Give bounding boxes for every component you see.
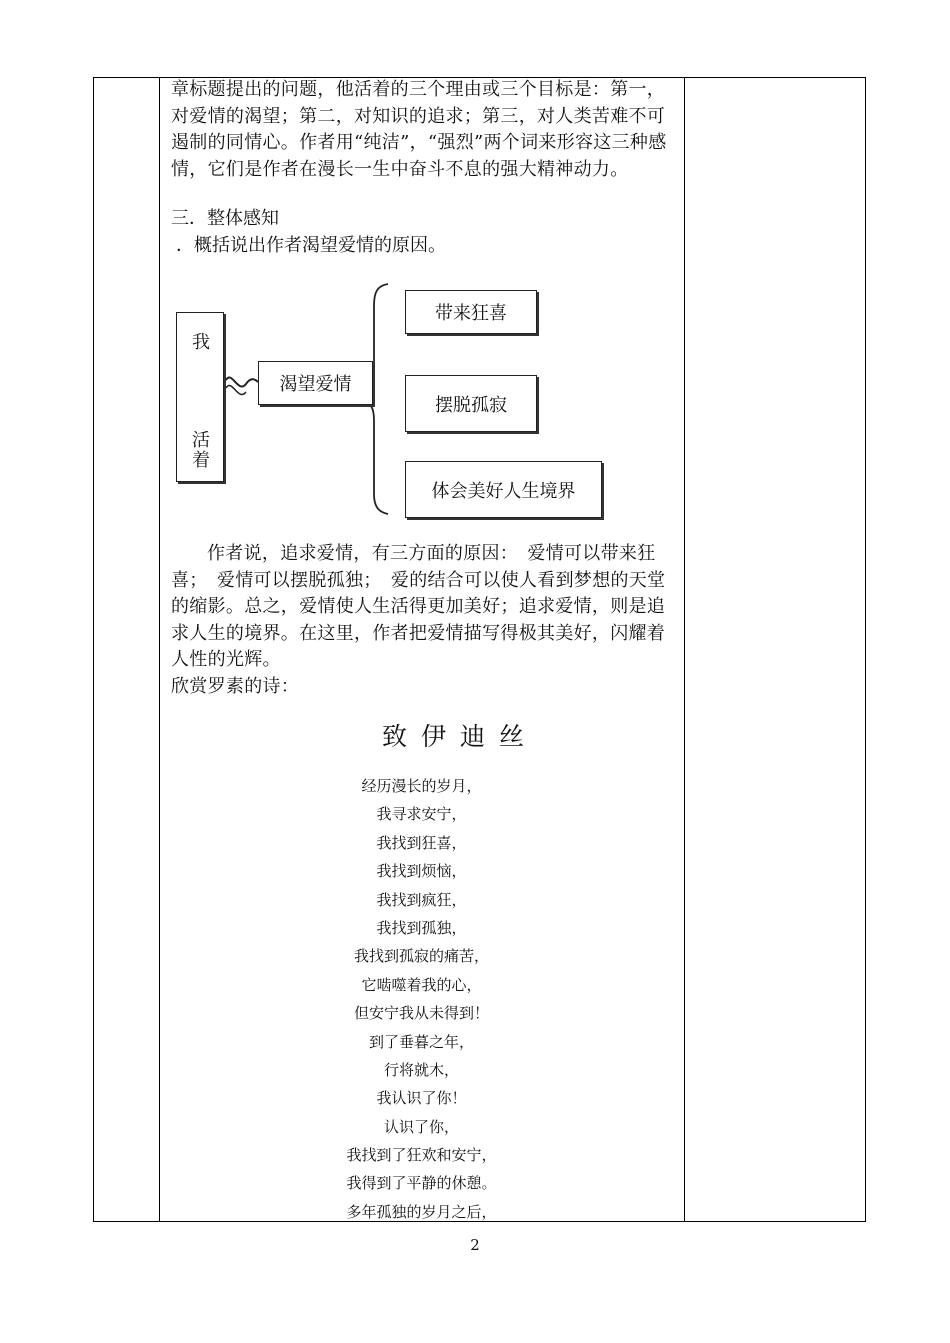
poem-line: 我找到烦恼， bbox=[376, 862, 467, 881]
poem-title-text: 致伊迪丝 bbox=[381, 722, 538, 751]
poem-title bbox=[0, 717, 950, 753]
reason-box-2 bbox=[405, 375, 537, 432]
poem-line: 我找到疯狂， bbox=[376, 890, 467, 909]
question-text: ．概括说出作者渴望爱情的原因。 bbox=[176, 235, 446, 256]
poem-body bbox=[0, 772, 843, 1226]
poem-line: 我找到狂喜， bbox=[376, 833, 467, 852]
intro-paragraph: 章标题提出的问题，他活着的三个理由或三个目标是：第一，对爱情的渴望；第二，对知识的追求；第三，对人类苦难不可遏制的同情心。作者用“纯洁”，“强烈”两个词来形容这三种感情，它们是作者在漫长一生中奋斗不息的强大精神动力。 bbox=[171, 79, 667, 180]
analysis-paragraph: 作者说，追求爱情，有三方面的原因： 爱情可以带来狂喜； 爱情可以摆脱孤独； 爱的结合可以使人看到梦想的天堂的缩影。总之，爱情使人生活得更加美好；追求爱情，则是追求人生的境界。在这里，作者把爱情描写得极其美好，闪耀着人性的光辉。 bbox=[171, 543, 666, 670]
analysis-block bbox=[171, 541, 677, 700]
reason-box-1 bbox=[405, 290, 537, 334]
poem-line: 经历漫长的岁月， bbox=[361, 777, 482, 795]
poem-line: 我认识了你！ bbox=[376, 1089, 467, 1108]
subject-top-char: 我 bbox=[192, 332, 210, 353]
reason-label-2: 摆脱孤寂 bbox=[435, 394, 507, 416]
poem-line: 我得到了平静的休憩。 bbox=[346, 1174, 497, 1193]
poem-line: 我找到孤寂的痛苦， bbox=[353, 947, 489, 966]
poem-line: 我找到了狂欢和安宁， bbox=[346, 1146, 497, 1165]
section-heading: 三．整体感知 bbox=[171, 208, 279, 229]
subject-bottom-char-2: 着 bbox=[192, 450, 210, 471]
poem-intro: 欣赏罗素的诗： bbox=[171, 675, 300, 697]
poem-line: 我寻求安宁， bbox=[376, 805, 467, 824]
page-number: 2 bbox=[470, 1236, 480, 1254]
center-label: 渴望爱情 bbox=[279, 374, 352, 395]
poem-line: 但安宁我从未得到！ bbox=[353, 1004, 489, 1023]
poem-line: 多年孤独的岁月之后， bbox=[346, 1202, 497, 1221]
poem-line: 行将就木， bbox=[383, 1060, 459, 1079]
subject-bottom-char-1: 活 bbox=[192, 430, 210, 451]
poem-line: 它啮噬着我的心， bbox=[361, 975, 482, 994]
center-box bbox=[258, 361, 373, 405]
reason-label-1: 带来狂喜 bbox=[435, 303, 507, 324]
poem-line: 我找到孤独， bbox=[376, 918, 467, 937]
reason-box-3 bbox=[405, 461, 602, 518]
reason-label-3: 体会美好人生境界 bbox=[431, 480, 576, 502]
poem-line: 到了垂暮之年， bbox=[368, 1032, 474, 1051]
poem-line: 认识了你， bbox=[383, 1117, 459, 1136]
